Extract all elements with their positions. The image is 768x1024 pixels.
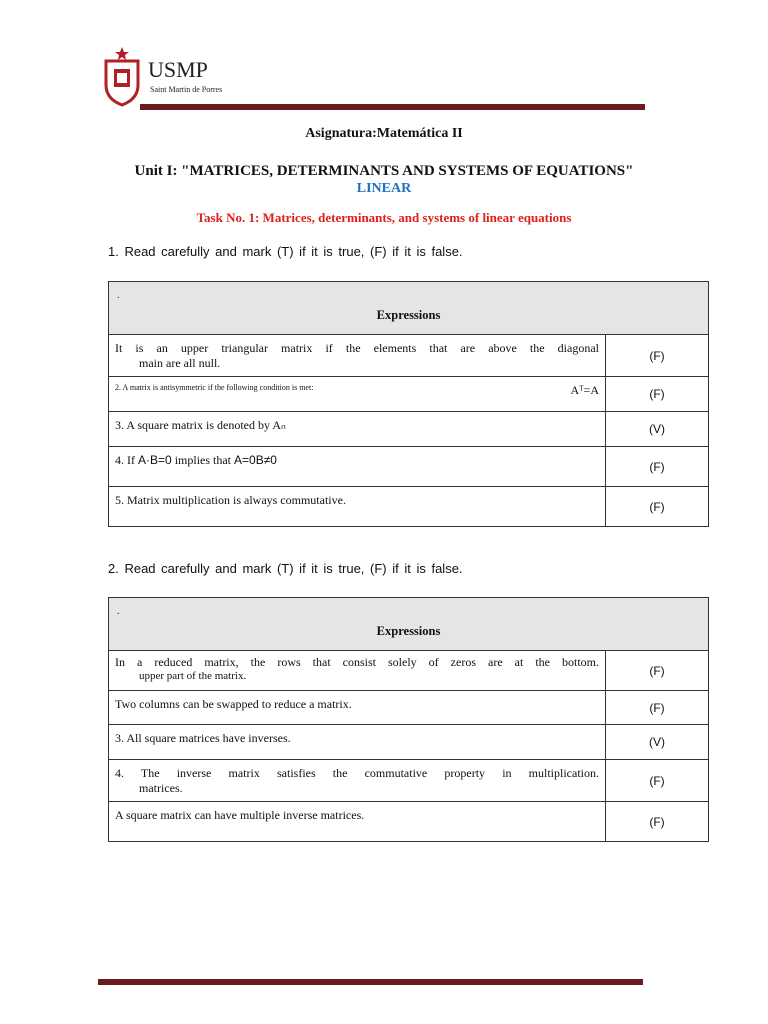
header-label: Expressions: [376, 308, 441, 322]
row-text: It is an upper triangular matrix if the elements that are above the diagonal: [115, 341, 599, 355]
usmp-crest-icon: [100, 45, 144, 107]
answer-cell[interactable]: (F): [606, 691, 709, 725]
formula-implication: A=0B≠0: [234, 453, 277, 467]
table-row: [109, 802, 709, 842]
table-row: [109, 760, 709, 802]
table-row: [109, 487, 709, 527]
answer-cell[interactable]: (F): [606, 377, 709, 412]
row-text: 4. If: [115, 453, 135, 467]
table-row: [109, 651, 709, 691]
header-label: Expressions: [376, 624, 441, 638]
unit-title: Unit I: "MATRICES, DETERMINANTS AND SYSTEMS OF EQUATIONS": [134, 163, 634, 179]
formula-transpose: Aᵀ=A: [570, 383, 599, 397]
logo-subtitle: Saint Martin de Porres: [150, 85, 223, 94]
answer-cell[interactable]: (F): [606, 335, 709, 377]
header-dot: .: [117, 606, 120, 617]
formula-ab: A·B=0: [138, 453, 172, 467]
table-row: [109, 335, 709, 377]
header-dot: .: [117, 290, 120, 301]
table-row: [109, 725, 709, 760]
answer-cell[interactable]: (F): [606, 651, 709, 691]
row-text: 2. A matrix is antisymmetric if the following condition is met:: [115, 383, 314, 392]
answer-cell[interactable]: (F): [606, 802, 709, 842]
footer-divider: [98, 979, 643, 985]
row-text: 4. The inverse matrix satisfies the commutative property in multiplication.: [115, 766, 599, 780]
row-text: 5. Matrix multiplication is always commutative.: [115, 493, 346, 507]
table-row: [109, 691, 709, 725]
answer-cell[interactable]: (V): [606, 412, 709, 447]
row-text: In a reduced matrix, the rows that consist solely of zeros are at the bottom.: [115, 655, 599, 669]
unit-subtitle: LINEAR: [356, 181, 412, 196]
row-text-continued: matrices.: [139, 781, 183, 795]
true-false-table-2: [108, 597, 709, 842]
answer-cell[interactable]: (F): [606, 760, 709, 802]
table-header: [109, 282, 709, 335]
row-text: Two columns can be swapped to reduce a matrix.: [115, 697, 352, 711]
row-text: 3. All square matrices have inverses.: [115, 731, 291, 745]
instruction-2: 2. Read carefully and mark (T) if it is true, (F) if it is false.: [108, 561, 463, 576]
row-text: A square matrix can have multiple inverse matrices.: [115, 808, 365, 822]
answer-cell[interactable]: (F): [606, 487, 709, 527]
answer-cell[interactable]: (V): [606, 725, 709, 760]
row-text-after: implies that: [174, 453, 232, 467]
task-title: Task No. 1: Matrices, determinants, and systems of linear equations: [196, 210, 572, 225]
subject-title: Asignatura:Matemática II: [305, 126, 463, 141]
table-header: [109, 598, 709, 651]
instruction-1: 1. Read carefully and mark (T) if it is true, (F) if it is false.: [108, 244, 463, 259]
formula-an: Aₙ: [272, 418, 286, 432]
row-text-continued: main are all null.: [139, 356, 221, 370]
table-row: [109, 412, 709, 447]
header-divider: [140, 104, 645, 110]
usmp-logo: [100, 45, 248, 107]
row-text-continued: upper part of the matrix.: [139, 670, 247, 682]
table-row: [109, 377, 709, 412]
row-text: 3. A square matrix is denoted by: [115, 418, 270, 432]
answer-cell[interactable]: (F): [606, 447, 709, 487]
true-false-table-1: [108, 281, 709, 527]
table-row: [109, 447, 709, 487]
logo-text: USMP: [148, 57, 208, 82]
